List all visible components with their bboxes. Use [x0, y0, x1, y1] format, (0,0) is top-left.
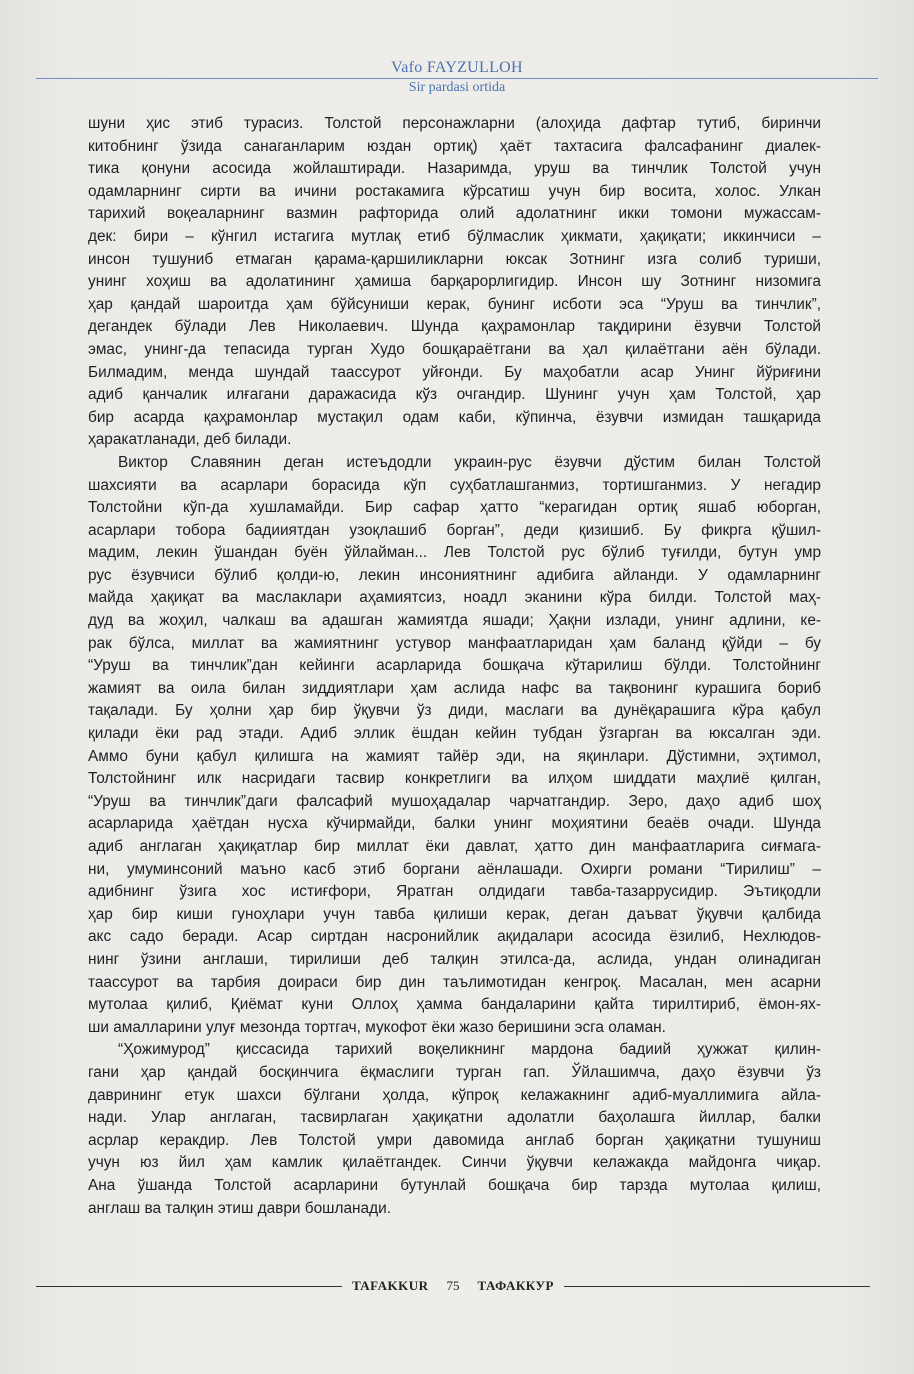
text-line: англаш ва талқин этиш даври бошланади. — [88, 1199, 391, 1217]
text-line: учун юз йил ҳам камлик қилаётгандек. Синчи ўқувчи келажакда майдонга чиқар. — [88, 1154, 821, 1172]
text-line: асрлар керакдир. Лев Толстой умри давомида англаб борган ҳақиқатни тушуниш — [88, 1131, 821, 1149]
journal-name-cyrillic: ТАФАККУР — [477, 1278, 554, 1293]
text-line: ҳар бир киши гуноҳлари учун тавба қилиши керак, деган даъват ўқувчи қалбида — [88, 905, 821, 923]
text-line: тақалади. Бу ҳолни ҳар бир ўқувчи ўз диди, маслаги ва дунёқарашига кўра қабул — [88, 702, 821, 720]
text-line: асарлари тобора бадииятдан узоқлашиб борган”, деди қизишиб. Бу фикрга қўшил- — [88, 521, 821, 539]
text-line: ши амалларини улуғ мезонда тортгач, мукофот ёки жазо беришини эсга оламан. — [88, 1018, 666, 1036]
footer-rule-right — [564, 1286, 870, 1287]
text-line: эмас, унинг-да тепасида турган Худо бошқараётгани ва ҳал қилаётгани аён бўлади. — [88, 340, 821, 358]
text-line: дегандек бўлади Лев Николаевич. Шунда қаҳрамонлар тақдирини ёзувчи Толстой — [88, 318, 821, 336]
text-line: “Ҳожимурод” қиссасида тарихий воқеликнинг мардона бадиий ҳужжат қилин- — [118, 1041, 821, 1059]
journal-name-latin: TAFAKKUR — [352, 1278, 429, 1293]
paragraph — [88, 113, 821, 452]
text-line: ҳар қандай шароитда ҳам бўйсуниши керак, бунинг исботи эса “Уруш ва тинчлик”, — [88, 295, 821, 313]
text-line: ни, умуминсоний маъно касб этиб боргани аёнлашади. Охирги романи “Тирилиш” – — [88, 860, 821, 878]
page-footer — [36, 1278, 870, 1294]
text-line: майда ҳақиқат ва маслаклари аҳамиятсиз, ноадл эканини кўра билди. Толстой маҳ- — [88, 589, 821, 607]
text-line: гани ҳар қандай босқинчига ёқмаслиги турган гап. Ўйлашимча, даҳо ёзувчи ўз — [88, 1063, 821, 1081]
text-line: рус ёзувчиси бўлиб қолди-ю, лекин инсониятнинг адибига айланди. У одамларнинг — [88, 566, 821, 584]
text-line: “Уруш ва тинчлик”дан кейинги асарларида бошқача кўтарилиш бўлди. Толстойнинг — [88, 657, 821, 675]
text-line: мадим, лекин ўшандан буён ўйлайман... Лев Толстой рус бўлиб туғилди, бутун умр — [88, 544, 821, 562]
footer-rule-left — [36, 1286, 342, 1287]
text-line: китобнинг ўзида санаганларим юздан ортиқ) ҳаёт тахтасига фалсафанинг диалек- — [88, 137, 821, 155]
text-line: адибнинг ўзига хос истиғфори, Яратган олдидаги тавба-тазаррусидир. Эътиқодли — [88, 883, 821, 901]
text-line: жамият ва оила билан зиддиятлари ҳам аслида нафс ва тақвонинг курашига бориб — [88, 679, 821, 697]
author-name: Vafo FAYZULLOH — [391, 59, 523, 76]
text-line: рак бўлса, миллат ва жамиятнинг устувор манфаатларидан ҳам баланд қўйди – бу — [88, 634, 821, 652]
article-title: Sir pardasi ortida — [408, 80, 506, 95]
text-line: таассурот ва тарбия доираси бир дин таълимотидан кенгроқ. Масалан, мен асарни — [88, 973, 821, 991]
text-line: дек: бири – кўнгил истагига мутлақ етиб бўлмаслик ҳикмати, ҳақиқати; иккинчиси – — [88, 227, 821, 245]
text-line: адиб қанчалик илғагани даражасида кўз очгандир. Шунинг учун ҳам Толстой, ҳар — [88, 386, 821, 404]
paragraph — [88, 452, 821, 1039]
paragraph — [88, 1039, 821, 1220]
text-line: нинг ўзини англаши, тирилиши деб талқин этилса-да, аслида, ундан олинадиган — [88, 950, 821, 968]
page-number: 75 — [446, 1278, 460, 1293]
text-line: Билмадим, менда шундай таассурот уйғонди. Бу маҳобатли асар Унинг йўриғини — [88, 363, 821, 381]
text-line: шахсияти ва асарлари борасида кўп суҳбатлашганмиз, тортишганмиз. У негадир — [88, 476, 821, 494]
text-line: унинг хоҳиш ва адолатининг ҳамиша барқарорлигидир. Инсон шу Зотнинг низомига — [88, 273, 821, 291]
text-line: инсон тушуниб етмаган қарама-қаршиликларни юксак Зотнинг изга солиб туриши, — [88, 250, 821, 268]
text-line: даврининг етук шахси бўлгани ҳолда, кўпроқ келажакнинг адиб-муаллимига айла- — [88, 1086, 821, 1104]
text-line: акс садо беради. Асар сиртдан насронийлик ақидалари асосида ёзилиб, Нехлюдов- — [88, 928, 821, 946]
text-line: Виктор Славянин деган истеъдодли украин-рус ёзувчи дўстим билан Толстой — [118, 453, 821, 471]
text-line: тика қонуни асосида жойлаштиради. Назаримда, уруш ва тинчлик Толстой учун — [88, 160, 821, 178]
text-line: дуд ва жоҳил, чалкаш ва адашган жамиятда яшади; Ҳақни излади, унинг адлини, ке- — [88, 612, 821, 630]
article-body — [88, 113, 821, 1220]
text-line: одамларнинг сирти ва ичини ростакамига кўрсатиш учун бир восита, холос. Улкан — [88, 182, 821, 200]
text-line: адиб англаган ҳақиқатлар бир миллат ёки давлат, ҳатто дин манфаатларига сиғмага- — [88, 838, 821, 855]
text-line: тарихий воқеаларнинг вазмин рафторида олий адолатнинг икки томони мужассам- — [88, 205, 821, 223]
text-line: қилади ёки рад этади. Адиб эллик ёшдан кейин тубдан ўзгарган ва юксалган эди. — [88, 725, 821, 743]
text-line: Аммо буни қабул қилишга на жамият тайёр эди, на яқинлари. Дўстимни, эҳтимол, — [88, 747, 821, 765]
text-line: ҳаракатланади, деб билади. — [88, 431, 292, 449]
text-line: нади. Улар англаган, тасвирлаган ҳақиқатни адолатли баҳолашга йиллар, балки — [88, 1109, 821, 1127]
text-line: “Уруш ва тинчлик”даги фалсафий мушоҳадалар чарчатгандир. Зеро, даҳо адиб шоҳ — [88, 792, 821, 810]
text-line: бир асарда қаҳрамонлар мустақил одам каби, кўпинча, ёзувчи измидан ташқарида — [88, 408, 821, 426]
running-header — [36, 58, 878, 97]
text-line: Толстойни кўп-да хушламайди. Бир сафар ҳатто “керагидан ортиқ яшаб юборган, — [88, 499, 821, 517]
text-line: шуни ҳис этиб турасиз. Толстой персонажларни (алоҳида дафтар тутиб, биринчи — [88, 115, 821, 132]
text-line: асарларида ҳаётдан нусха кўчирмайди, балки унинг моҳиятини беаёв очади. Шунда — [88, 815, 821, 833]
text-line: Толстойнинг илк насридаги тасвир конкретлиги ва илҳом шиддати маҳлиё қилган, — [88, 770, 821, 788]
text-line: мутолаа қилиб, Қиёмат куни Оллоҳ ҳамма бандаларини қайта тирилтириб, ёмон-ях- — [88, 996, 821, 1014]
text-line: Ана ўшанда Толстой асарларини бутунлай бошқача бир тарзда мутолаа қилиш, — [88, 1176, 821, 1194]
